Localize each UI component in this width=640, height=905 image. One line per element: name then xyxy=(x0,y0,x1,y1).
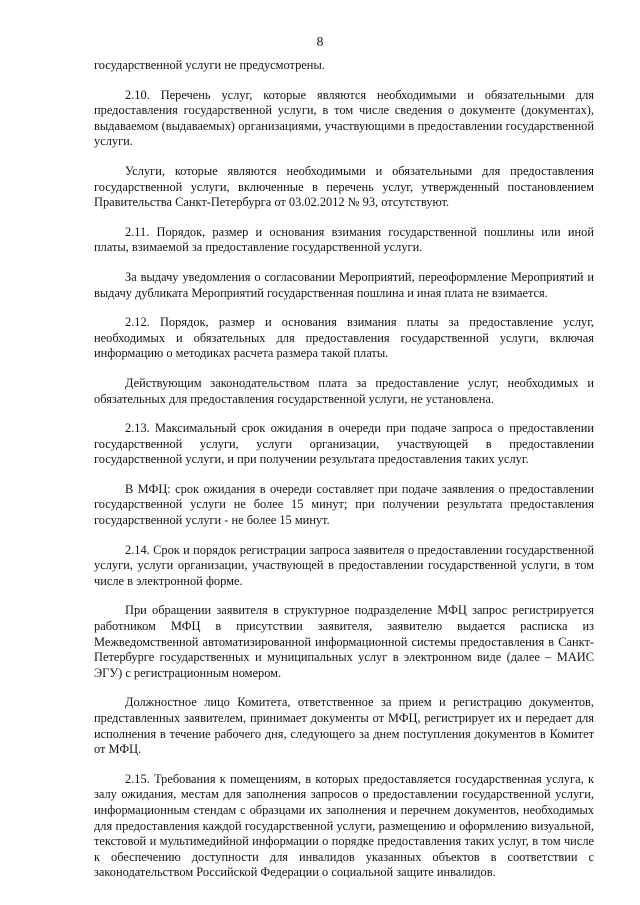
paragraph: Действующим законодательством плата за предоставление услуг, необходимых и обязательных для предоставления государственной услуги, не установлена. xyxy=(94,375,594,406)
section-2-11-heading: 2.11. Порядок, размер и основания взимания государственной пошлины или иной платы, взимаемой за предоставление государственной услуги. xyxy=(94,224,594,255)
paragraph: Услуги, которые являются необходимыми и обязательными для предоставления государственной услуги, включенные в перечень услуг, утвержденный постановлением Правительства Санкт-Петербурга от 03.02.2012 № 93, отсутствуют. xyxy=(94,163,594,210)
section-2-12-heading: 2.12. Порядок, размер и основания взимания платы за предоставление услуг, необходимых и обязательных для предоставления государственной услуги, включая информацию о методиках расчета размера такой платы. xyxy=(94,315,594,361)
section-2-10-heading: 2.10. Перечень услуг, которые являются необходимыми и обязательными для предоставления государственной услуги, в том числе сведения о документе (документах), выдаваемом (выдаваемых) организациями, участвующими в предоставлении государственной услуги. xyxy=(94,87,594,149)
section-2-13-heading: 2.13. Максимальный срок ожидания в очереди при подаче запроса о предоставлении государственной услуги, услуги организации, участвующей в предоставлении государственной услуги, и при получении результата предоставления таких услуг. xyxy=(94,421,594,467)
paragraph-continuation: государственной услуги не предусмотрены. xyxy=(94,58,325,72)
paragraph: При обращении заявителя в структурное подразделение МФЦ запрос регистрируется работником МФЦ в присутствии заявителя, заявителю выдается расписка из Межведомственной автоматизированной информационной системы предоставления в Санкт-Петербурге государственных и муниципальных услуг в электронном виде (далее – МАИС ЭГУ) с регистрационным номером. xyxy=(94,603,594,680)
paragraph: Должностное лицо Комитета, ответственное за прием и регистрацию документов, представленных заявителем, принимает документы от МФЦ, регистрирует их и передает для исполнения в течение рабочего дня, следующего за днем поступления документов в Комитет от МФЦ. xyxy=(94,695,594,757)
paragraph: За выдачу уведомления о согласовании Мероприятий, переоформление Мероприятий и выдачу дубликата Мероприятий государственная пошлина и иная плата не взимается. xyxy=(94,269,594,300)
page-number: 8 xyxy=(316,34,324,49)
section-2-15-heading: 2.15. Требования к помещениям, в которых предоставляется государственная услуга, к залу ожидания, местам для заполнения запросов о предоставлении государственной услуги, информационным стендам с образцами их заполнения и перечнем документов, необходимых для предоставления каждой государственной услуги, размещению и оформлению визуальной, текстовой и мультимедийной информации о порядке предоставления таких услуг, в том числе к обеспечению доступности для инвалидов указанных объектов в соответствии с законодательством Российской Федерации о социальной защите инвалидов. xyxy=(94,771,594,880)
section-2-14-heading: 2.14. Срок и порядок регистрации запроса заявителя о предоставлении государственной услуги, услуги организации, участвующей в предоставлении государственной услуги, в том числе в электронной форме. xyxy=(94,542,594,588)
document-body xyxy=(94,58,594,895)
paragraph: В МФЦ: срок ожидания в очереди составляет при подаче заявления о предоставлении государственной услуги не более 15 минут; при получении результата предоставления государственной услуги - не более 15 минут. xyxy=(94,481,594,528)
